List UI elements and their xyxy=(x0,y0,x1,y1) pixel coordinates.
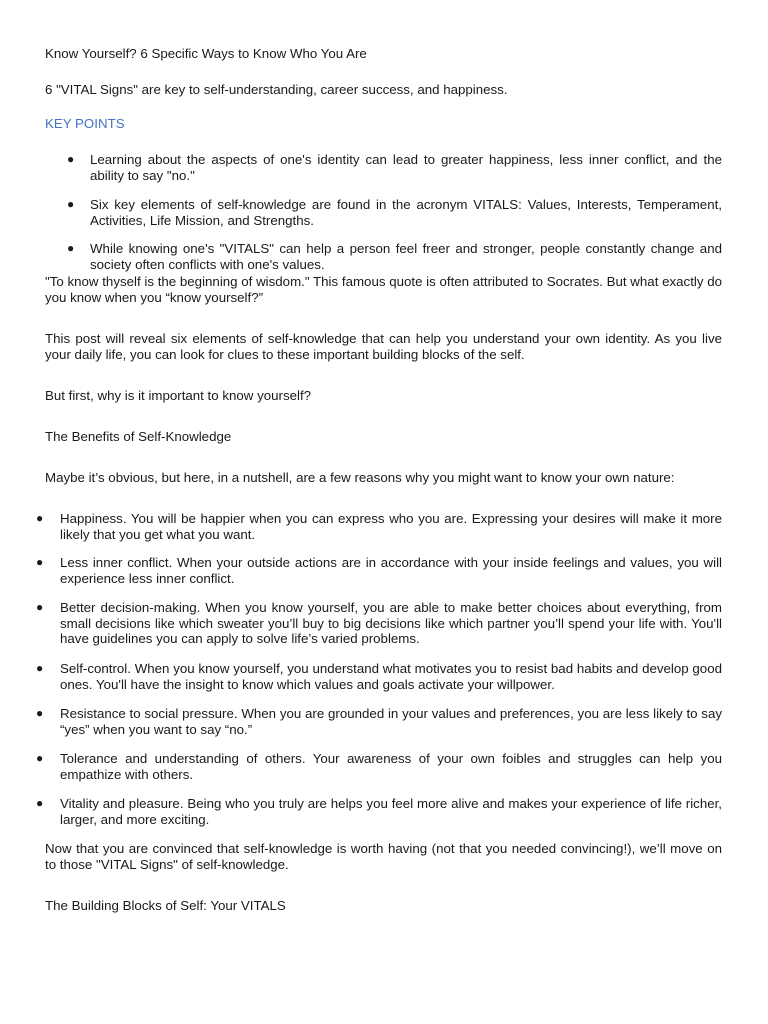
key-point-item: ● Learning about the aspects of one's identity can lead to greater happiness, less inner conflict, and the ability to say "no." xyxy=(67,152,722,183)
benefit-item: ● Vitality and pleasure. Being who you truly are helps you feel more alive and makes your experience of life richer, larger, and more exciting. xyxy=(36,796,722,827)
bullet-icon: ● xyxy=(36,661,44,675)
bullet-icon: ● xyxy=(36,706,44,720)
heading-benefits: The Benefits of Self-Knowledge xyxy=(45,429,232,444)
paragraph-why: But first, why is it important to know yourself? xyxy=(45,388,312,403)
benefit-item: ● Self-control. When you know yourself, you understand what motivates you to resist bad habits and develop good ones. You'll have the insight to know which values and goals activate your willpower. xyxy=(36,661,722,692)
article-title: Know Yourself? 6 Specific Ways to Know Who You Are xyxy=(45,46,367,61)
benefit-item: ● Resistance to social pressure. When you are grounded in your values and preferences, you are less likely to say “yes” when you want to say “no.” xyxy=(36,706,722,737)
article-subtitle: 6 "VITAL Signs" are key to self-understanding, career success, and happiness. xyxy=(45,82,508,97)
key-point-item: ● While knowing one's "VITALS" can help a person feel freer and stronger, people constantly change and society often conflicts with one's values. xyxy=(67,241,722,272)
paragraph-convinced: Now that you are convinced that self-knowledge is worth having (not that you needed convincing!), we’ll move on to those "VITAL Signs" of self-knowledge. xyxy=(45,841,722,872)
bullet-icon: ● xyxy=(36,511,44,525)
bullet-icon: ● xyxy=(36,600,44,614)
paragraph-quote: "To know thyself is the beginning of wisdom." This famous quote is often attributed to Socrates. But what exactly do you know when you “know yourself?” xyxy=(45,274,722,305)
paragraph-reveal: This post will reveal six elements of self-knowledge that can help you understand your own identity. As you live your daily life, you can look for clues to these important building blocks of the self. xyxy=(45,331,722,362)
key-points-heading: KEY POINTS xyxy=(45,116,125,131)
paragraph-nutshell: Maybe it’s obvious, but here, in a nutshell, are a few reasons why you might want to know your own nature: xyxy=(45,470,675,485)
benefit-item: ● Tolerance and understanding of others. Your awareness of your own foibles and struggles can help you empathize with others. xyxy=(36,751,722,782)
bullet-icon: ● xyxy=(36,555,44,569)
bullet-icon: ● xyxy=(36,751,44,765)
benefit-item: ● Better decision-making. When you know yourself, you are able to make better choices about everything, from small decisions like which sweater you’ll buy to big decisions like which partner you’ll spend your life with. You'll have guidelines you can apply to solve life’s varied problems. xyxy=(36,600,722,647)
bullet-icon: ● xyxy=(36,796,44,810)
bullet-icon: ● xyxy=(67,241,75,255)
benefit-item: ● Happiness. You will be happier when you can express who you are. Expressing your desires will make it more likely that you get what you want. xyxy=(36,511,722,542)
key-point-item: ● Six key elements of self-knowledge are found in the acronym VITALS: Values, Interests, Temperament, Activities, Life Mission, and Strengths. xyxy=(67,197,722,228)
bullet-icon: ● xyxy=(67,152,75,166)
heading-building-blocks: The Building Blocks of Self: Your VITALS xyxy=(45,898,286,913)
bullet-icon: ● xyxy=(67,197,75,211)
benefit-item: ● Less inner conflict. When your outside actions are in accordance with your inside feelings and values, you will experience less inner conflict. xyxy=(36,555,722,586)
